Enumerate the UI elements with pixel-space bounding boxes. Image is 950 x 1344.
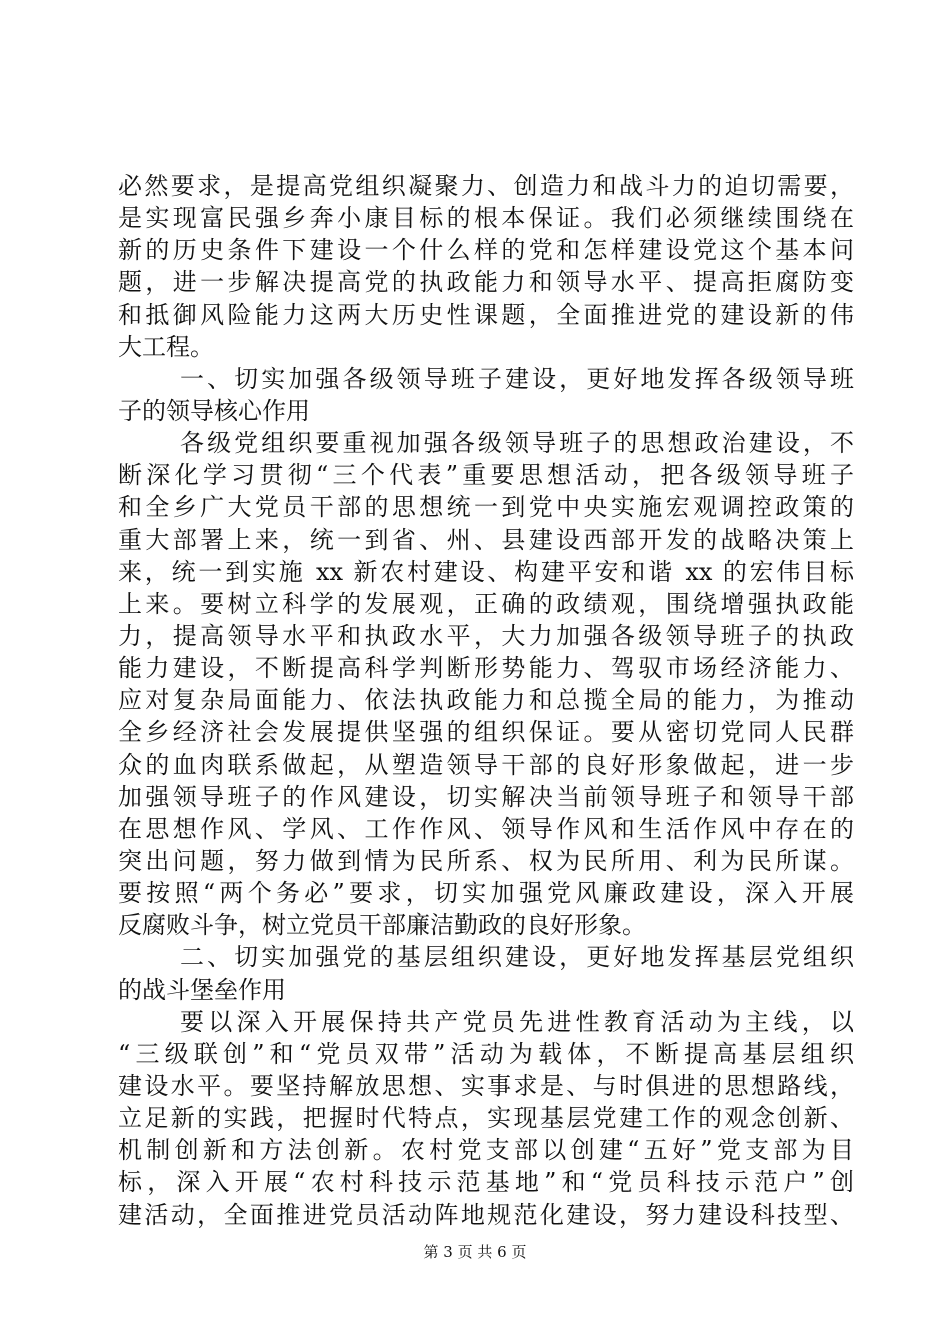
text-line: 应对复杂局面能力、依法执政能力和总揽全局的能力，为推动	[118, 686, 854, 715]
section-heading-1: 一、切实加强各级领导班子建设，更好地发挥各级领导班	[180, 364, 854, 393]
text-line: 题，进一步解决提高党的执政能力和领导水平、提高拒腐防变	[118, 268, 854, 297]
text-line: 和抵御风险能力这两大历史性课题，全面推进党的建设新的伟	[118, 300, 854, 329]
text-line: “三级联创”和“党员双带”活动为载体，不断提高基层组织	[118, 1039, 854, 1068]
text-line: 是实现富民强乡奔小康目标的根本保证。我们必须继续围绕在	[118, 204, 854, 233]
text-line: 众的血肉联系做起，从塑造领导干部的良好形象做起，进一步	[118, 750, 854, 779]
text-line: 要以深入开展保持共产党员先进性教育活动为主线，以	[180, 1007, 854, 1036]
text-line: 大工程。	[118, 332, 214, 361]
text-line: 机制创新和方法创新。农村党支部以创建“五好”党支部为目	[118, 1136, 854, 1165]
text-line: 要按照“两个务必”要求，切实加强党风廉政建设，深入开展	[118, 879, 854, 908]
text-line: 和全乡广大党员干部的思想统一到党中央实施宏观调控政策的	[118, 493, 854, 522]
text-line: 全乡经济社会发展提供坚强的组织保证。要从密切党同人民群	[118, 718, 854, 747]
text-line: 标，深入开展“农村科技示范基地”和“党员科技示范户”创	[118, 1168, 854, 1197]
section-heading-2-cont: 的战斗堡垒作用	[118, 975, 286, 1004]
text-line: 力，提高领导水平和执政水平，大力加强各级领导班子的执政	[118, 621, 854, 650]
section-heading-1-cont: 子的领导核心作用	[118, 396, 310, 425]
text-line: 来，统一到实施 xx 新农村建设、构建平安和谐 xx 的宏伟目标	[118, 557, 854, 586]
text-line: 重大部署上来，统一到省、州、县建设西部开发的战略决策上	[118, 525, 854, 554]
text-line: 各级党组织要重视加强各级领导班子的思想政治建设，不	[180, 429, 854, 458]
text-line: 立足新的实践，把握时代特点，实现基层党建工作的观念创新、	[118, 1104, 854, 1133]
text-line: 建活动，全面推进党员活动阵地规范化建设，努力建设科技型、	[118, 1200, 854, 1229]
text-line: 建设水平。要坚持解放思想、实事求是、与时俱进的思想路线，	[118, 1071, 854, 1100]
text-line: 必然要求，是提高党组织凝聚力、创造力和战斗力的迫切需要，	[118, 172, 854, 200]
text-line: 新的历史条件下建设一个什么样的党和怎样建设党这个基本问	[118, 236, 854, 265]
text-line: 能力建设，不断提高科学判断形势能力、驾驭市场经济能力、	[118, 654, 854, 683]
text-line: 加强领导班子的作风建设，切实解决当前领导班子和领导干部	[118, 782, 854, 811]
text-line: 断深化学习贯彻“三个代表”重要思想活动，把各级领导班子	[118, 461, 854, 490]
section-heading-2: 二、切实加强党的基层组织建设，更好地发挥基层党组织	[180, 943, 854, 972]
page-number-footer: 第 3 页 共 6 页	[423, 1243, 527, 1261]
text-line: 突出问题，努力做到情为民所系、权为民所用、利为民所谋。	[118, 846, 854, 875]
text-line: 上来。要树立科学的发展观，正确的政绩观，围绕增强执政能	[118, 589, 854, 618]
text-line: 反腐败斗争，树立党员干部廉洁勤政的良好形象。	[118, 911, 646, 940]
body-text	[118, 170, 854, 1231]
text-line: 在思想作风、学风、工作作风、领导作风和生活作风中存在的	[118, 814, 854, 843]
